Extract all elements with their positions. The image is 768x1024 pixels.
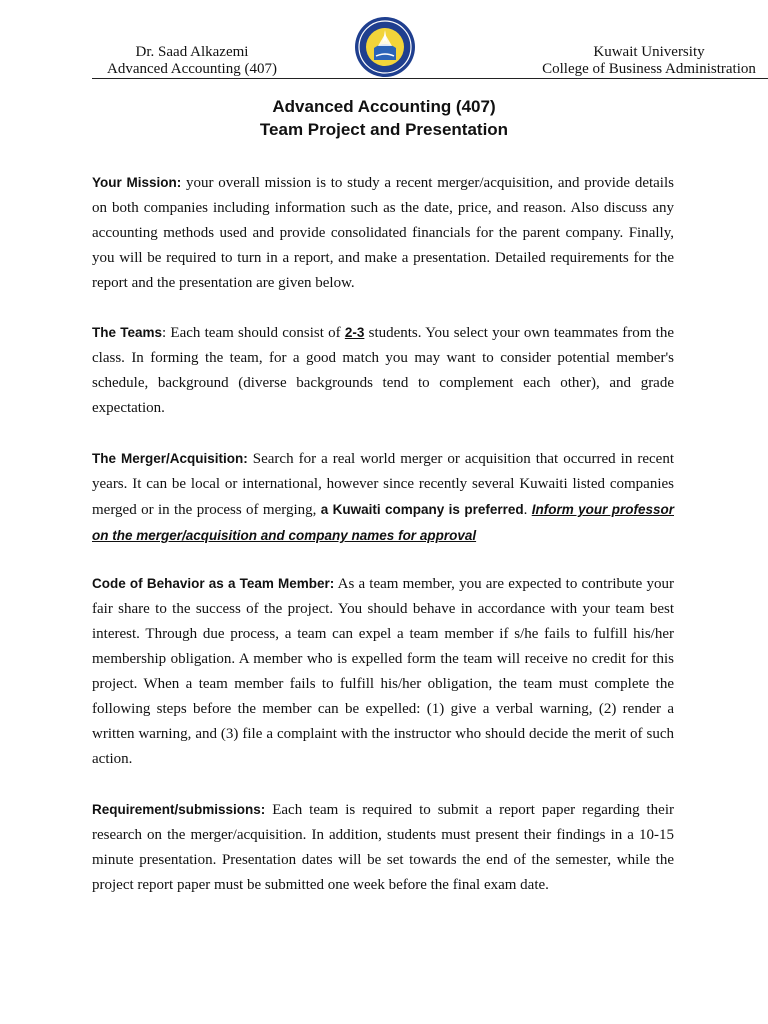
merger-label: The Merger/Acquisition: [92,451,248,466]
header-right [534,44,764,78]
mission-text: your overall mission is to study a recent merger/acquisition, and provide details on both companies including information such as the date, price, and reason. Also discuss any accounting methods used and provide consolidated financials for the parent company. Finally, you will be required to turn in a report, and make a presentation. Detailed requirements for the report and the presentation are given below. [92,175,674,291]
page-title [0,95,768,141]
requirements-text: Each team is required to submit a report paper regarding their research on the merger/acquisition. In addition, students must present their findings in a 10-15 minute presentation. Presentation dates will be set towards the end of the semester, while the project report paper must be submitted one week before the final exam date. [92,802,674,893]
kuwaiti-preferred: a Kuwaiti company is preferred [320,502,524,517]
mission-label: Your Mission: [92,175,182,190]
title-line-2: Team Project and Presentation [259,120,509,139]
behavior-text: As a team member, you are expected to contribute your fair share to the success of the project. You should behave in accordance with your team best interest. Through due process, a team can expel a team member if s/he fails to fulfill his/her membership obligation. A member who is expelled form the team will receive no credit for this project. When a team member fails to fulfill his/her obligation, the team must complete the following steps before the member can be expelled: (1) give a verbal warning, (2) render a written warning, and (3) file a complaint with the instructor who should decide the merit of such action. [92,576,674,767]
behavior-section [92,571,674,772]
team-size: 2-3 [344,325,365,340]
behavior-label: Code of Behavior as a Team Member: [92,576,335,591]
teams-text-b: students. You select your own teammates from the class. In forming the team, for a good match you may want to consider potential member's schedule, background (diverse backgrounds tend to complement each other), and grade expectation. [92,325,674,416]
header-left [92,44,292,78]
university-name: Kuwait University [593,44,705,60]
page-header [92,44,768,78]
merger-text-a: Search for a real world merger or acquisition that occurred in recent years. It can be local or international, however since recently several Kuwaiti listed companies merged or in the process of merging, [92,451,674,518]
title-line-1: Advanced Accounting (407) [272,97,496,116]
merger-text-b: . [523,502,532,518]
requirements-label: Requirement/submissions: [92,802,266,817]
requirements-section [92,797,674,898]
header-rule [92,78,768,79]
instructor-name: Dr. Saad Alkazemi [135,44,249,60]
college-name: College of Business Administration [542,61,756,77]
merger-section [92,446,674,549]
university-seal-icon [354,16,416,78]
teams-label: The Teams [92,325,163,340]
course-name: Advanced Accounting (407) [107,61,277,77]
mission-section [92,170,674,296]
teams-text-a: : Each team should consist of [162,325,345,341]
approval-instruction: Inform your professor on the merger/acquisition and company names for approval [92,502,674,543]
teams-section [92,320,674,421]
